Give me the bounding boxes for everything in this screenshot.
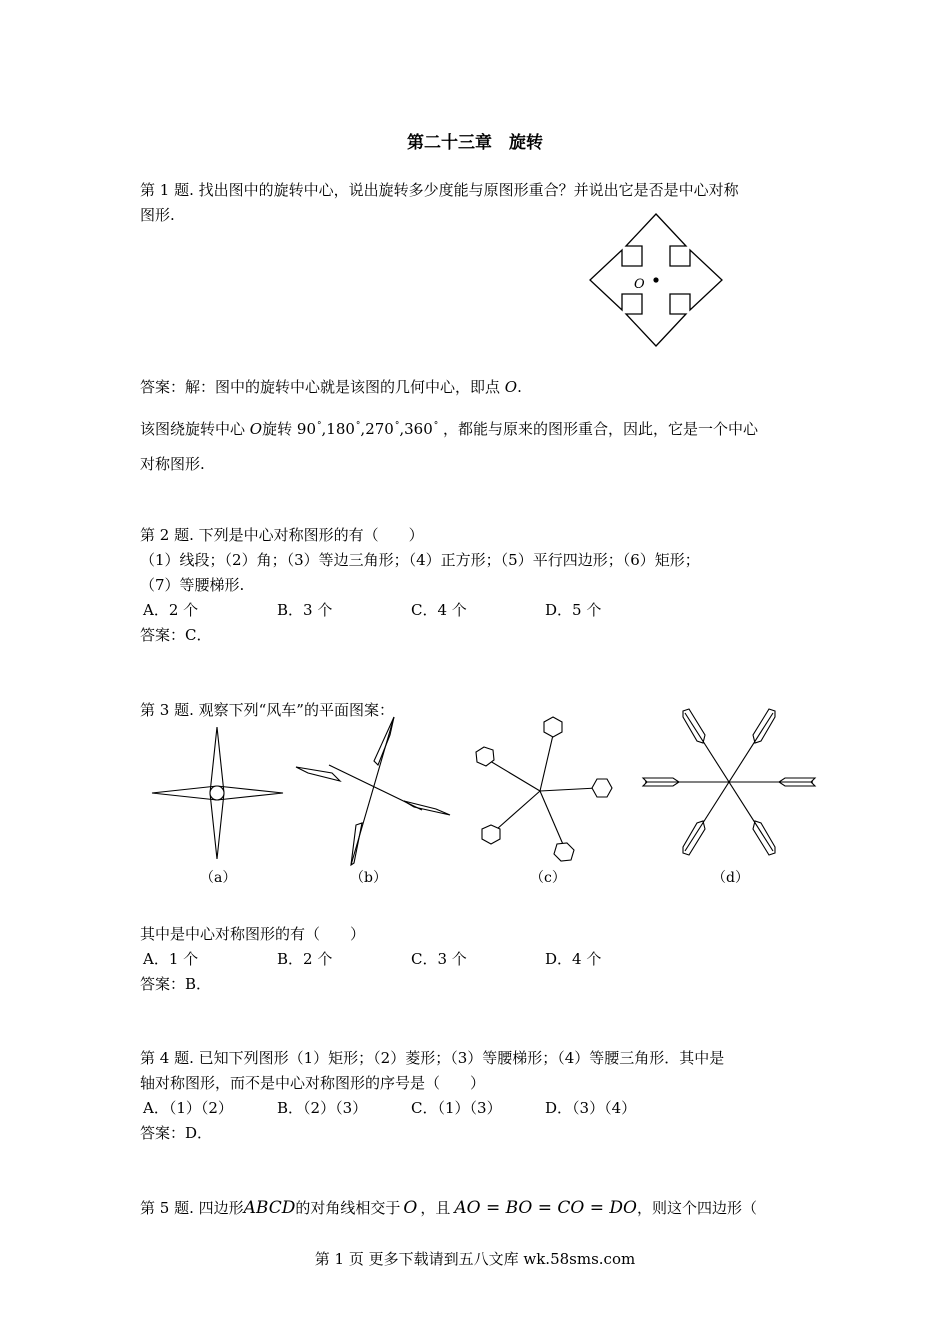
- q5-equation: AO = BO = CO = DO: [454, 1198, 637, 1218]
- windmill-c-hexagon-bottom-right: [554, 843, 574, 861]
- q5-middle: 的对角线相交于: [295, 1199, 401, 1217]
- q1-answer-line2: 该图绕旋转中心 O旋转 90°,180°,270°,360° ，都能与原来的图形重合，因此，它是一个中心: [140, 420, 759, 438]
- figure-label-d: （d）: [712, 870, 749, 886]
- q1-answer2-point: O: [249, 420, 263, 438]
- figure-label-c: （c）: [530, 870, 566, 886]
- windmill-figure-c: [470, 713, 620, 868]
- q3-option-a: A．1 个: [143, 950, 199, 968]
- q3-option-c: C．3 个: [411, 950, 467, 968]
- q5-suffix: ，则这个四边形（: [636, 1199, 757, 1217]
- q1-text-line1: 第 1 题. 找出图中的旋转中心，说出旋转多少度能与原图形重合？并说出它是否是中心对称: [140, 181, 739, 199]
- q4-option-c: C．（1）（3）: [411, 1099, 502, 1117]
- q5-point: O: [403, 1198, 418, 1218]
- chapter-title: 第二十三章 旋转: [407, 133, 543, 153]
- q3-option-b: B．2 个: [277, 950, 333, 968]
- q1-arrow-cross-figure: [588, 212, 728, 352]
- q4-text-line2: 轴对称图形，而不是中心对称图形的序号是（ ）: [140, 1074, 486, 1092]
- windmill-c-hexagon-top: [544, 717, 562, 737]
- angle-90: 90: [296, 420, 316, 438]
- q2-option-d: D．5 个: [545, 601, 602, 619]
- windmill-c-hexagon-right: [592, 779, 612, 797]
- q2-option-c: C．4 个: [411, 601, 467, 619]
- windmill-figure-b: [294, 715, 454, 870]
- windmill-figure-a: [150, 725, 286, 865]
- q1-answer2-prefix: 该图绕旋转中心: [140, 420, 246, 438]
- windmill-figure-d: [639, 705, 819, 865]
- q1-answer2-suffix: ，都能与原来的图形重合，因此，它是一个中心: [443, 420, 759, 438]
- windmill-b-blade-top: [374, 717, 394, 765]
- q4-text-line1: 第 4 题. 已知下列图形（1）矩形；（2）菱形；（3）等腰梯形；（4）等腰三角形．其中是: [140, 1049, 725, 1067]
- q2-text-line2: （1）线段；（2）角；（3）等边三角形；（4）正方形；（5）平行四边形；（6）矩形；: [140, 551, 700, 569]
- q1-answer-line3: 对称图形.: [140, 455, 205, 473]
- windmill-a-hub: [210, 786, 224, 800]
- angle-270: 270: [365, 420, 394, 438]
- windmill-b-blade-left: [296, 767, 340, 781]
- angle-360: 360: [404, 420, 433, 438]
- q1-text-line2: 图形.: [140, 206, 175, 224]
- q1-answer-suffix: .: [517, 378, 522, 396]
- q5-quad: ABCD: [243, 1198, 296, 1218]
- figure-label-a: （a）: [200, 870, 237, 886]
- q1-answer-line1: [140, 377, 522, 397]
- windmill-b-blade-right: [404, 801, 450, 815]
- q2-text-line1: 第 2 题. 下列是中心对称图形的有（ ）: [140, 526, 424, 544]
- q2-option-b: B．3 个: [277, 601, 333, 619]
- q4-option-b: B．（2）（3）: [277, 1099, 368, 1117]
- q2-option-a: A．2 个: [143, 601, 199, 619]
- page-footer: 第 1 页 更多下载请到五八文库 wk.58sms.com: [314, 1250, 636, 1268]
- q2-answer: 答案：C．: [140, 626, 212, 644]
- q5-middle2: ，且: [420, 1199, 451, 1217]
- q3-answer: 答案：B．: [140, 975, 212, 993]
- windmill-c-hexagon-bottom-left: [482, 825, 500, 844]
- q5-text: [140, 1198, 757, 1218]
- angle-180: 180: [326, 420, 355, 438]
- q4-option-a: A．（1）（2）: [143, 1099, 233, 1117]
- q3-text-line1: 第 3 题. 观察下列“风车”的平面图案：: [140, 701, 394, 719]
- q3-question: 其中是中心对称图形的有（ ）: [140, 925, 366, 943]
- q5-prefix: 第 5 题. 四边形: [140, 1199, 244, 1217]
- q1-answer-prefix: 答案：解：图中的旋转中心就是该图的几何中心，即点: [140, 378, 501, 396]
- q1-center-point: [653, 277, 658, 282]
- windmill-c-hexagon-left: [476, 747, 494, 766]
- q2-text-line3: （7）等腰梯形.: [140, 576, 245, 594]
- q1-center-label: O: [634, 277, 645, 292]
- q1-answer2-rotate: 旋转: [262, 420, 293, 438]
- q1-answer-point: O: [504, 378, 518, 396]
- q3-option-d: D．4 个: [545, 950, 602, 968]
- q4-option-d: D．（3）（4）: [545, 1099, 637, 1117]
- figure-label-b: （b）: [350, 870, 387, 886]
- q4-answer: 答案：D．: [140, 1124, 213, 1142]
